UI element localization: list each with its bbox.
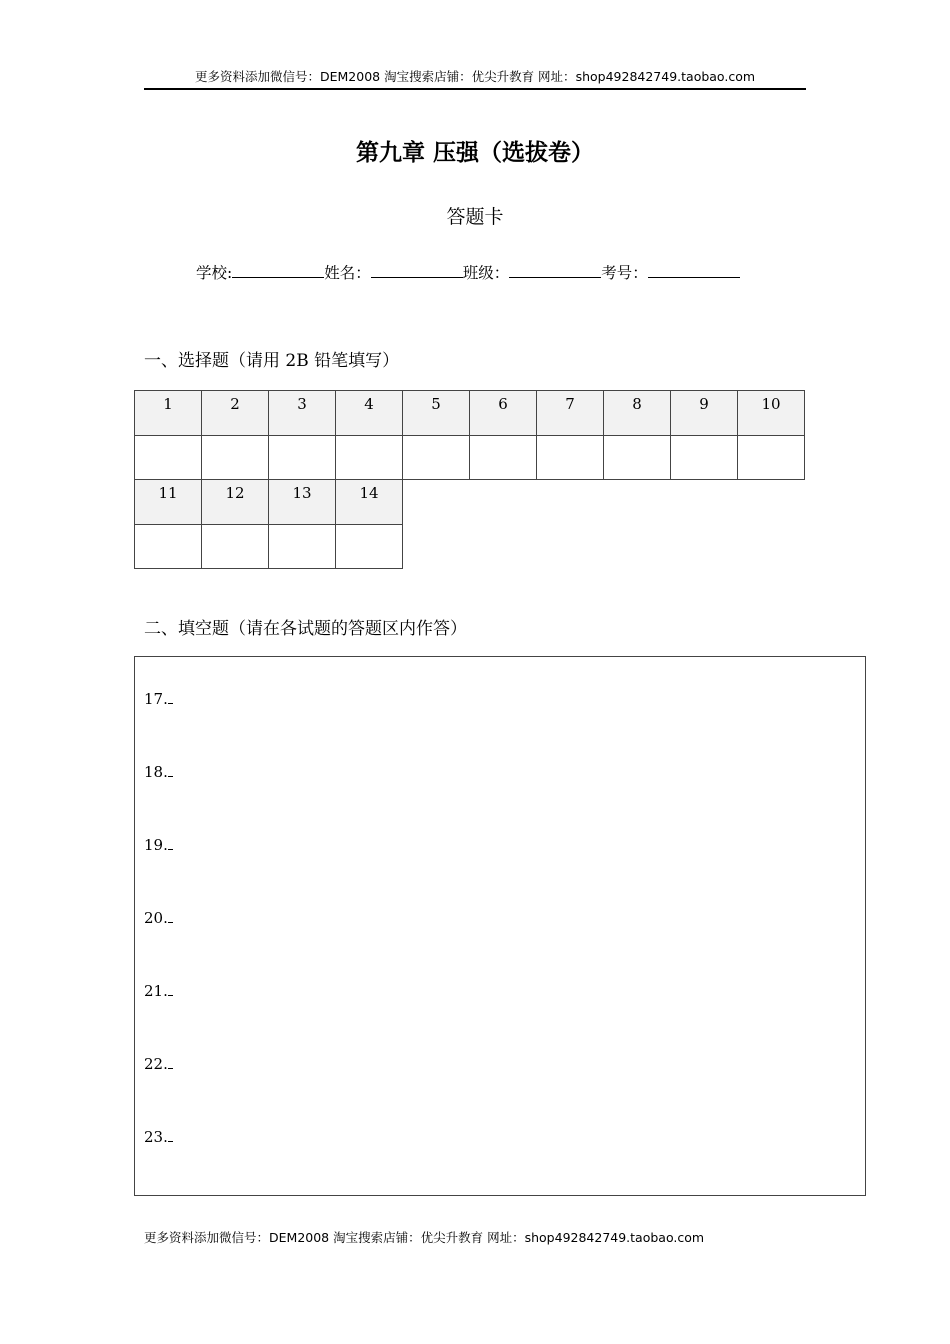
fill-item[interactable] (144, 690, 173, 708)
answer-line[interactable] (168, 983, 173, 996)
fill-item[interactable] (144, 982, 173, 1000)
answer-line[interactable] (168, 1056, 173, 1069)
answer-cell[interactable] (604, 436, 671, 480)
page-header (144, 68, 806, 90)
fill-item[interactable] (144, 1128, 173, 1146)
fill-item[interactable] (144, 1055, 173, 1073)
fill-item-number: 22. (144, 1055, 168, 1073)
header-middle: 淘宝搜索店铺：优尖升教育 网址： (380, 69, 576, 84)
exam-no-label: 考号： (601, 264, 648, 282)
question-number-cell: 8 (604, 391, 671, 436)
answer-cell[interactable] (202, 525, 269, 569)
answer-line[interactable] (168, 837, 173, 850)
page-title: 第九章 压强（选拔卷） (355, 140, 594, 166)
question-number-cell: 4 (336, 391, 403, 436)
footer-middle: 淘宝搜索店铺：优尖升教育 网址： (329, 1230, 525, 1245)
question-number-cell: 7 (537, 391, 604, 436)
fill-answer-area (134, 656, 866, 1196)
answer-line[interactable] (168, 764, 173, 777)
answer-cell[interactable] (269, 525, 336, 569)
question-number-cell: 10 (738, 391, 805, 436)
student-info-line (196, 261, 740, 283)
answer-cell[interactable] (470, 436, 537, 480)
question-number-cell: 9 (671, 391, 738, 436)
school-label: 学校: (196, 264, 233, 282)
page-subtitle: 答题卡 (446, 206, 504, 228)
answer-line[interactable] (168, 910, 173, 923)
fill-item[interactable] (144, 909, 173, 927)
choice-answer-grid-row1 (134, 390, 805, 480)
section-fill-title: 二、填空题（请在各试题的答题区内作答） (144, 619, 467, 639)
answer-cell[interactable] (537, 436, 604, 480)
question-number-cell: 5 (403, 391, 470, 436)
fill-item-number: 21. (144, 982, 168, 1000)
exam-no-field[interactable] (648, 262, 740, 278)
question-number-cell: 3 (269, 391, 336, 436)
answer-row (135, 525, 403, 569)
answer-line[interactable] (168, 691, 173, 704)
question-number-cell: 12 (202, 480, 269, 525)
question-number-cell: 2 (202, 391, 269, 436)
choice-answer-grid-row2 (134, 479, 403, 569)
question-number-row (135, 391, 805, 436)
footer-prefix: 更多资料添加微信号： (144, 1230, 270, 1245)
fill-item-number: 19. (144, 836, 168, 854)
question-number-cell: 11 (135, 480, 202, 525)
answer-cell[interactable] (269, 436, 336, 480)
header-url: shop492842749.taobao.com (575, 69, 756, 84)
fill-item-number: 23. (144, 1128, 168, 1146)
header-prefix: 更多资料添加微信号： (194, 69, 320, 84)
answer-row (135, 436, 805, 480)
footer-wechat: DEM2008 (269, 1230, 330, 1245)
section-choice-title: 一、选择题（请用 2B 铅笔填写） (144, 351, 400, 371)
fill-item[interactable] (144, 763, 173, 781)
answer-cell[interactable] (738, 436, 805, 480)
question-number-row (135, 480, 403, 525)
answer-cell[interactable] (336, 436, 403, 480)
name-field[interactable] (371, 262, 463, 278)
fill-item-number: 17. (144, 690, 168, 708)
answer-line[interactable] (168, 1129, 173, 1142)
answer-cell[interactable] (671, 436, 738, 480)
name-label: 姓名： (324, 264, 371, 282)
page-footer (144, 1228, 704, 1246)
question-number-cell: 1 (135, 391, 202, 436)
answer-cell[interactable] (403, 436, 470, 480)
footer-url: shop492842749.taobao.com (524, 1230, 705, 1245)
header-wechat: DEM2008 (319, 69, 381, 84)
fill-item[interactable] (144, 836, 173, 854)
class-field[interactable] (509, 262, 601, 278)
question-number-cell: 14 (336, 480, 403, 525)
answer-cell[interactable] (135, 525, 202, 569)
fill-item-number: 20. (144, 909, 168, 927)
answer-cell[interactable] (135, 436, 202, 480)
class-label: 班级： (462, 264, 510, 282)
school-field[interactable] (232, 262, 324, 278)
question-number-cell: 13 (269, 480, 336, 525)
answer-cell[interactable] (336, 525, 403, 569)
answer-cell[interactable] (202, 436, 269, 480)
question-number-cell: 6 (470, 391, 537, 436)
fill-item-number: 18. (144, 763, 168, 781)
